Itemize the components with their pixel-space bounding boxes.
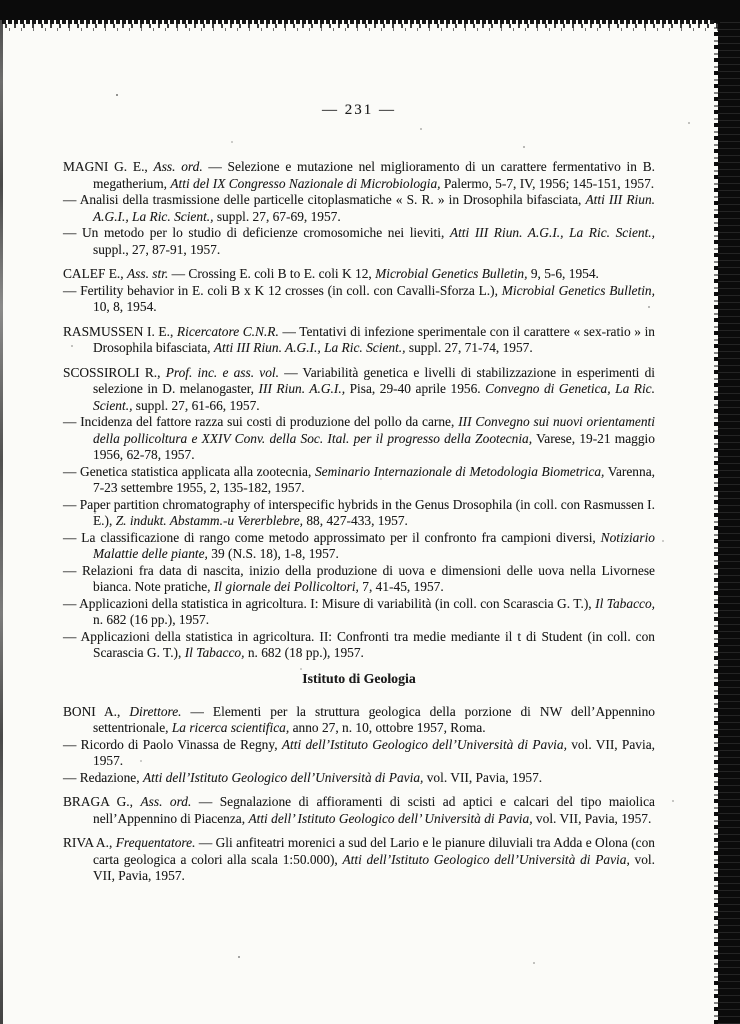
entry-run-italic: Seminario Internazionale di Metodologia Biometrica,	[314, 463, 605, 479]
entry-run-italic: Z. indukt. Abstamm.-u Vererblebre,	[115, 513, 304, 528]
bibliography-entry	[63, 704, 655, 737]
entry-run-italic: Notiziario Malattie delle piante,	[93, 529, 655, 561]
entry-run: — La classificazione di rango come metodo approssimato per il confronto fra campioni diversi,	[63, 529, 601, 545]
entry-run-italic: Prof. inc. e ass. vol.	[165, 364, 279, 380]
scan-edge-top	[0, 0, 740, 20]
entry-run-italic: Il Tabacco,	[184, 645, 245, 660]
entry-run-italic: Direttore.	[129, 703, 182, 719]
entry-run: n. 682 (18 pp.), 1957.	[244, 645, 364, 660]
page-content	[63, 0, 655, 885]
entry-run: — Un metodo per lo studio di deficienze cromosomiche nei lieviti,	[63, 225, 450, 240]
bibliography-entry	[63, 414, 655, 464]
entry-run: — Applicazioni della statistica in agricoltura. II: Confronti tra medie mediante il t di Student (in coll. con Scarascia G. T.),	[63, 628, 655, 660]
entry-run: Varenna, 7-23 settembre 1955, 2, 135-182, 1957.	[93, 463, 655, 495]
entry-run-italic: Atti del IX Congresso Nazionale di Microbiologia,	[170, 175, 441, 191]
bibliography-entry	[63, 266, 655, 283]
entry-run: 7, 41-45, 1957.	[358, 579, 444, 594]
entry-run-italic: Microbial Genetics Bulletin,	[501, 282, 655, 298]
entry-group	[63, 704, 655, 787]
entry-run: 9, 5-6, 1954.	[527, 266, 599, 281]
entry-run: anno 27, n. 10, ottobre 1957, Roma.	[289, 720, 486, 735]
entry-run: vol. VII, Pavia, 1957.	[423, 769, 543, 785]
entry-group	[63, 324, 655, 357]
entry-run: — Selezione e mutazione nel miglioramento di un carattere fermentativo in B. megatherium,	[93, 159, 655, 191]
entry-run: Palermo, 5-7, IV, 1956; 145-151, 1957.	[440, 175, 655, 191]
entry-run: RASMUSSEN I. E.,	[63, 323, 177, 339]
entry-run: RIVA A.,	[63, 835, 116, 850]
entry-run: — Crossing E. coli B to E. coli K 12,	[168, 266, 376, 281]
entry-run-italic: Atti dell’Istituto Geologico dell’Università di Pavia,	[342, 851, 630, 867]
entry-run-italic: Ass. ord.	[140, 794, 192, 809]
entry-run: — Analisi della trasmissione delle particelle citoplasmatiche « S. R. » in Drosophila bifasciata,	[63, 192, 586, 207]
section-heading: Istituto di Geologia	[302, 670, 416, 686]
entry-run: suppl. 27, 67-69, 1957.	[213, 208, 341, 224]
entry-run: suppl. 27, 71-74, 1957.	[405, 340, 533, 355]
bibliography-entry	[63, 835, 655, 885]
scan-edge-fringe	[2, 20, 720, 33]
bibliography-entry	[63, 324, 655, 357]
entry-run: Pisa, 29-40 aprile 1956.	[345, 381, 486, 396]
entry-run-italic: Ricercatore C.N.R.	[176, 323, 279, 339]
bibliography-entry	[63, 192, 655, 225]
entry-run: — Incidenza del fattore razza sui costi di produzione del pollo da carne,	[63, 414, 459, 429]
entry-group	[63, 159, 655, 258]
entry-run: 88, 427-433, 1957.	[303, 513, 408, 528]
bibliography-entry	[63, 225, 655, 258]
entry-run: — Ricordo di Paolo Vinassa de Regny,	[63, 736, 282, 752]
entry-group	[63, 794, 655, 827]
entry-run: Varese, 19-21 maggio 1956, 62-78, 1957.	[93, 430, 655, 462]
bibliography-entry	[63, 629, 655, 662]
entry-run: — Tentativi di infezione sperimentale con il carattere « sex-ratio » in Drosophila bifasciata,	[93, 323, 655, 355]
entry-run: n. 682 (16 pp.), 1957.	[93, 612, 210, 627]
page-number: — 231 —	[322, 102, 396, 118]
entry-run: vol. VII, Pavia, 1957.	[93, 851, 656, 883]
scan-edge-right	[718, 0, 740, 1024]
entry-run: BRAGA G.,	[63, 794, 141, 809]
entry-run: — Paper partition chromatography of interspecific hybrids in the Genus Drosophila (in coll. con Rasmussen I. E.),	[63, 496, 655, 528]
entry-run: — Genetica statistica applicata alla zootecnia,	[63, 463, 315, 479]
bibliography-entry	[63, 563, 655, 596]
entry-run-italic: Atti III Riun. A.G.I., La Ric. Scient.,	[213, 340, 406, 355]
bibliography-entry	[63, 770, 655, 787]
bibliography-entry	[63, 596, 655, 629]
scan-edge-left	[0, 0, 3, 1024]
bibliography-entry	[63, 159, 655, 192]
entry-run-italic: Ass. ord.	[153, 159, 203, 174]
entry-run: suppl., 27, 87-91, 1957.	[93, 241, 221, 257]
bibliography-entry	[63, 737, 655, 770]
entry-run-italic: Il Tabacco,	[595, 595, 655, 611]
entry-group	[63, 266, 655, 316]
bibliography-entry	[63, 365, 655, 415]
entry-run: — Variabilità genetica e livelli di stabilizzazione in esperimenti di selezione in D. melanogaster,	[93, 364, 655, 396]
entry-run: — Applicazioni della statistica in agricoltura. I: Misure di variabilità (in coll. con Scarascia G. T.),	[63, 595, 596, 611]
bibliography	[63, 159, 655, 885]
entry-run: — Gli anfiteatri morenici a sud del Lario e le pianure diluviali tra Adda e Olona (con carta geologica a colori alla scala 1:50.000),	[93, 835, 655, 867]
entry-run: 10, 8, 1954.	[93, 299, 157, 314]
entry-run-italic: Atti III Riun. A.G.I., La Ric. Scient.,	[449, 225, 655, 240]
entry-run-italic: III Convegno sui nuovi orientamenti della pollicoltura e XXIV Conv. della Soc. Ital. per il progresso della Zootecnia,	[93, 414, 655, 446]
bibliography-entry	[63, 283, 655, 316]
entry-run: — Fertility behavior in E. coli B x K 12 crosses (in coll. con Cavalli-Sforza L.),	[63, 282, 502, 298]
entry-run-italic: Atti dell’Istituto Geologico dell’Università di Pavia,	[142, 769, 424, 785]
bibliography-entry	[63, 530, 655, 563]
entry-group	[63, 835, 655, 885]
entry-run: — Redazione,	[63, 769, 143, 785]
entry-run: — Segnalazione di affioramenti di scisti ad aptici e calcari del tipo maiolica nell’Appennino di Piacenza,	[93, 794, 655, 826]
entry-run-italic: La ricerca scientifica,	[171, 720, 290, 735]
entry-run: CALEF E.,	[63, 266, 127, 281]
entry-run: — Elementi per la struttura geologica della porzione di NW dell’Appennino settentrionale,	[93, 703, 655, 735]
entry-run-italic: Il giornale dei Pollicoltori,	[213, 579, 359, 594]
entry-run-italic: Microbial Genetics Bulletin,	[375, 266, 528, 281]
entry-run-italic: Convegno di Genetica, La Ric. Scient.,	[93, 381, 655, 413]
entry-run: BONI A.,	[63, 703, 130, 719]
entry-run-italic: Ass. str.	[126, 266, 169, 281]
bibliography-entry	[63, 794, 655, 827]
entry-run: vol. VII, Pavia, 1957.	[532, 810, 652, 826]
entry-run: 39 (N.S. 18), 1-8, 1957.	[207, 546, 339, 561]
entry-run: — Relazioni fra data di nascita, inizio della produzione di uova e dimensioni delle uova nella Livornese bianca. Note pratiche,	[63, 562, 655, 594]
entry-run-italic: Atti dell’ Istituto Geologico dell’ Università di Pavia,	[248, 810, 533, 826]
entry-run-italic: Atti dell’Istituto Geologico dell’Università di Pavia,	[281, 736, 567, 752]
entry-run-italic: III Riun. A.G.I.,	[258, 381, 346, 396]
bibliography-entry	[63, 497, 655, 530]
entry-group	[63, 365, 655, 662]
entry-run-italic: Atti III Riun. A.G.I., La Ric. Scient.,	[93, 192, 655, 224]
entry-run-italic: Frequentatore.	[115, 835, 196, 850]
bibliography-entry	[63, 464, 655, 497]
entry-run: suppl. 27, 61-66, 1957.	[132, 397, 260, 413]
entry-run: vol. VII, Pavia, 1957.	[93, 736, 656, 768]
entry-run: SCOSSIROLI R.,	[63, 364, 166, 380]
entry-run: MAGNI G. E.,	[63, 159, 154, 174]
